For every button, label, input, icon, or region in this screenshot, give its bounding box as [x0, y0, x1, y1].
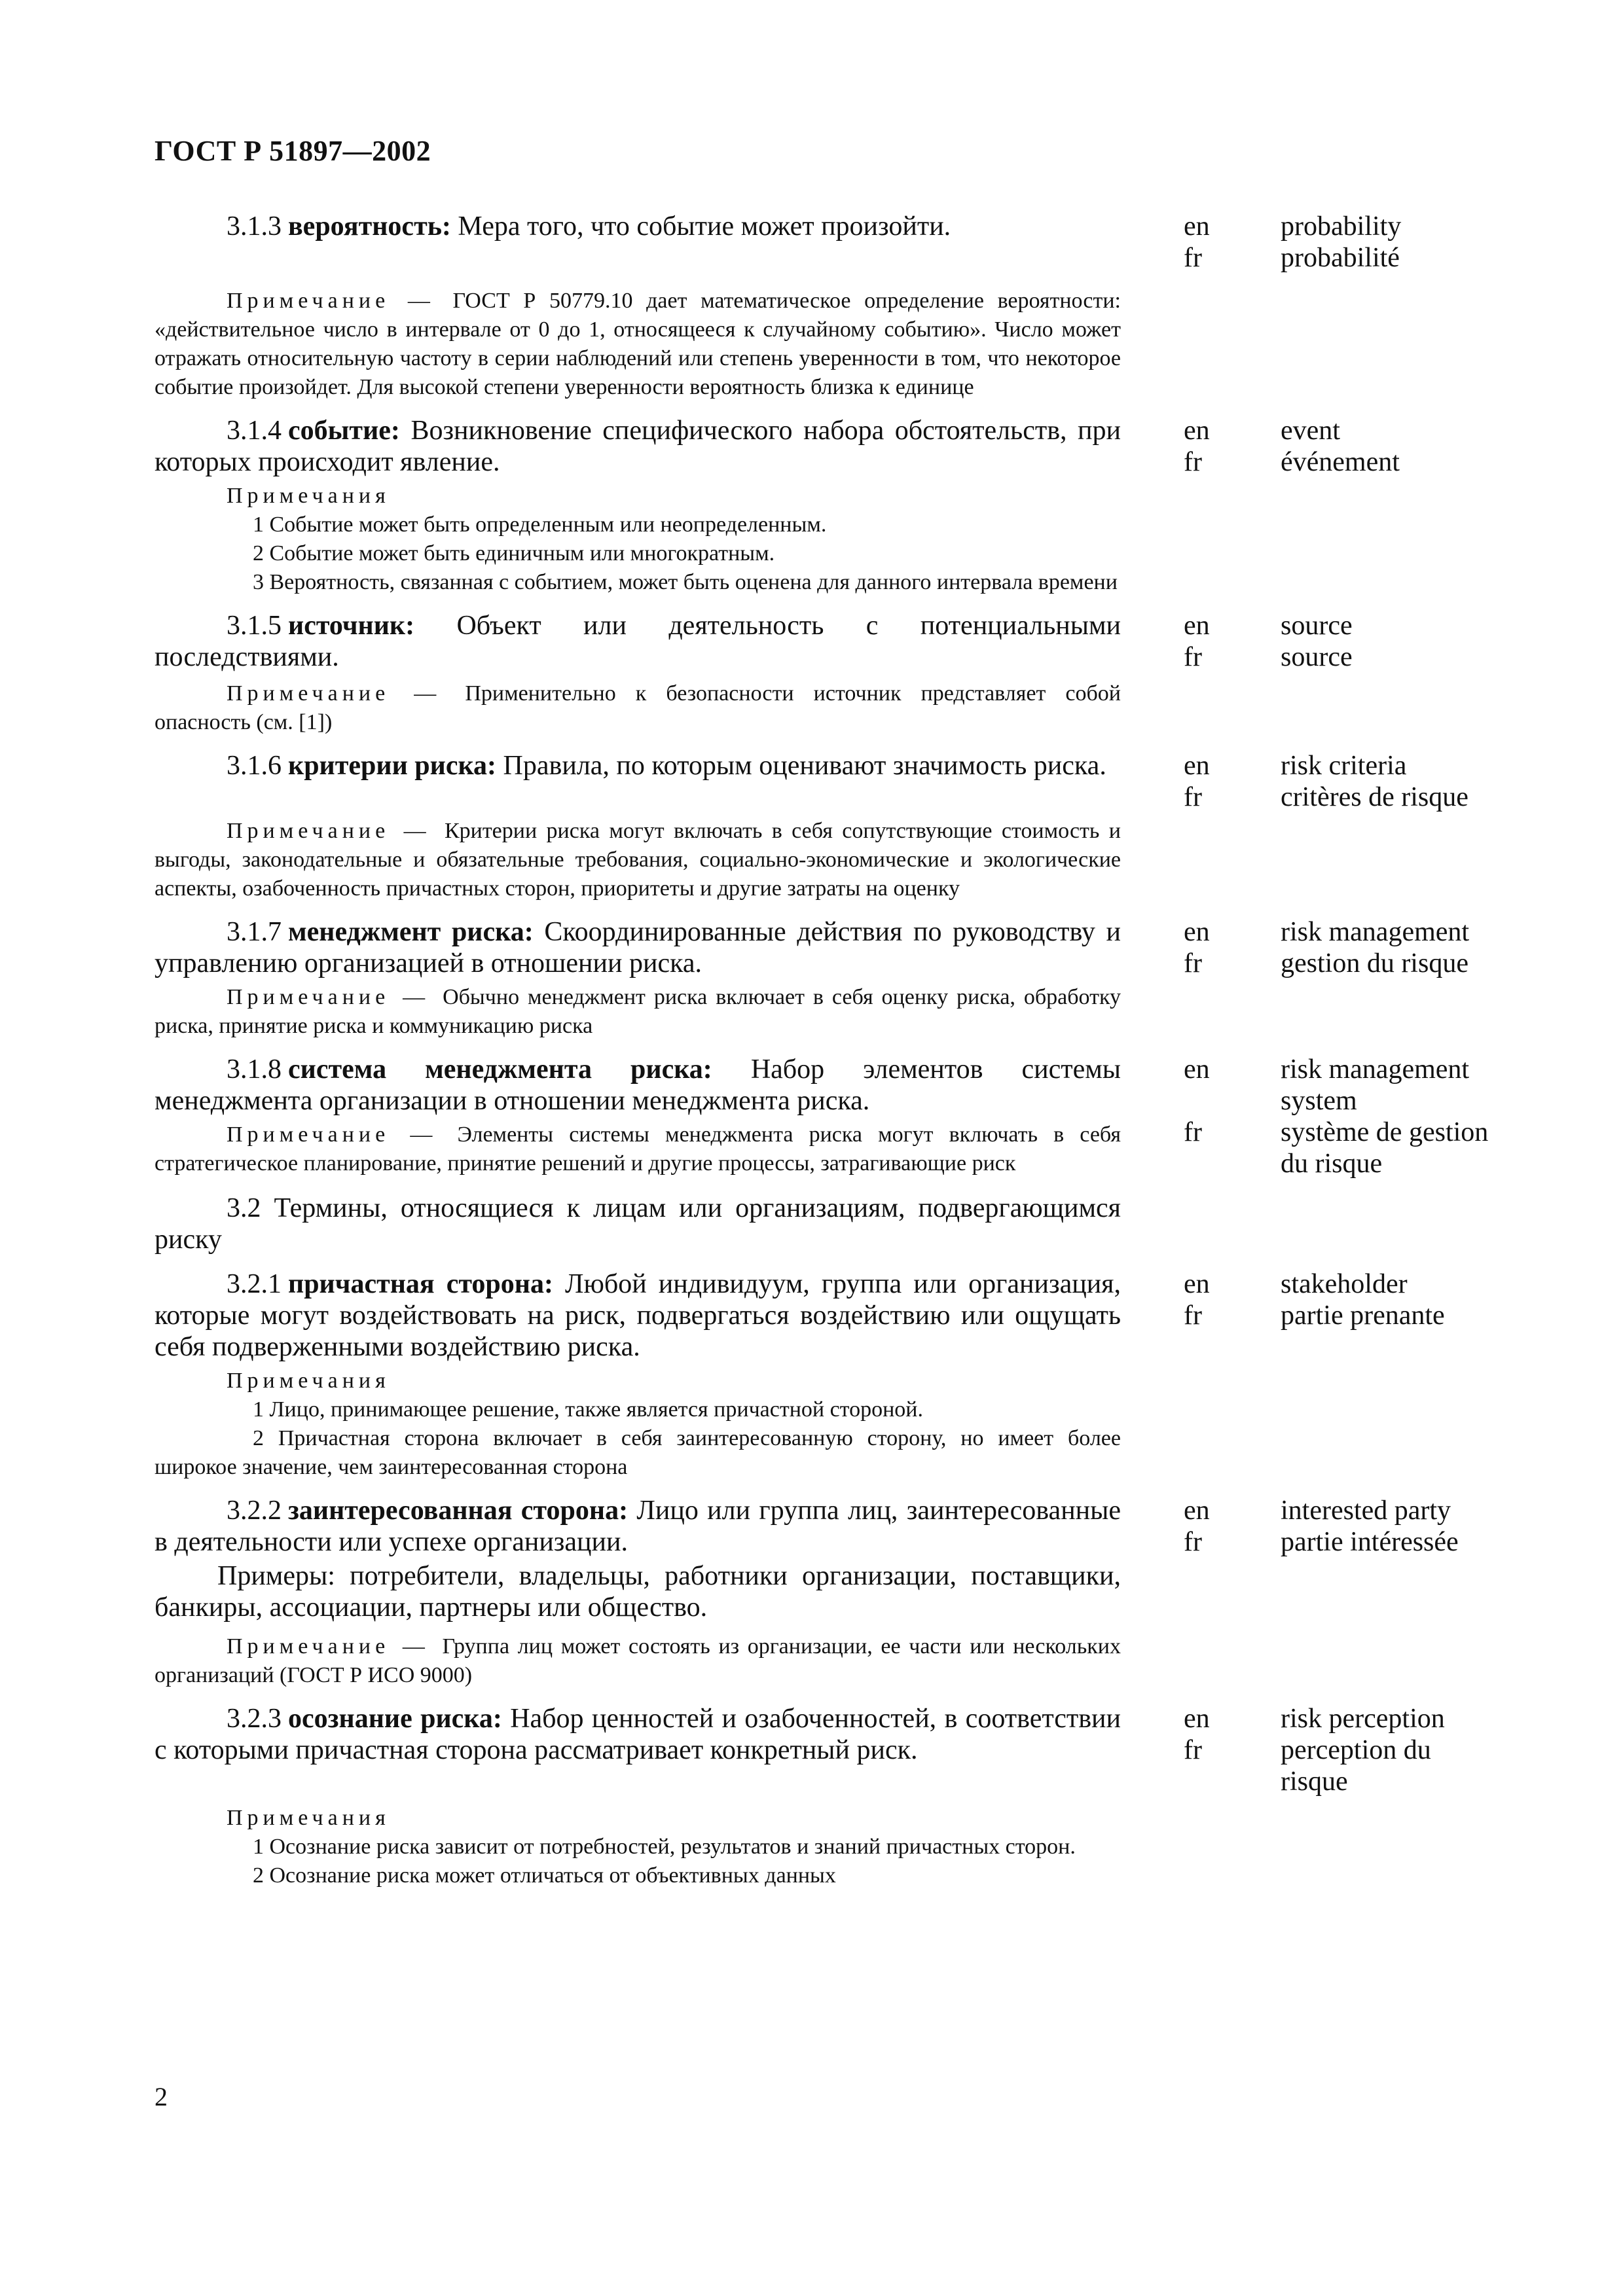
term-name: осознание риска:: [288, 1704, 502, 1734]
term-fr: partie intéressée: [1281, 1527, 1459, 1557]
note-item: 2 Осознание риска может отличаться от объективных данных: [253, 1863, 836, 1888]
term-definition: 3.1.7 менеджмент риска: Скоординированные действия по руководству и управлению организацией в отношении риска.: [155, 917, 1122, 978]
section-heading: 3.2 Термины, относящиеся к лицам или организациям, подвергающимся риску: [155, 1193, 1121, 1255]
term-translations: en fr risk criteria critères de risque: [1184, 750, 1503, 813]
term-fr: gestion du risque: [1281, 948, 1468, 978]
term-translations: en fr probability probabilité: [1184, 211, 1503, 274]
term-note: Примечание — Обычно менеджмент риска включает в себя оценку риска, обработку риска, принятие риска и коммуникацию риска: [155, 985, 1121, 1038]
term-translations: en fr risk perception perception du risque: [1184, 1703, 1503, 1797]
notes-heading: Примечания: [227, 484, 390, 508]
term-definition: 3.1.8 система менеджмента риска: Набор элементов системы менеджмента организации в отношении менеджмента риска.: [155, 1054, 1122, 1116]
term-name: заинтересованная сторона:: [288, 1496, 629, 1526]
term-entry-3-1-8: [155, 1054, 1503, 1179]
term-translations: en fr event événement: [1184, 415, 1503, 478]
term-definition: 3.1.4 событие: Возникновение специфического набора обстоятельств, при которых происходит явление.: [155, 416, 1122, 477]
document-header: ГОСТ Р 51897—2002: [155, 135, 431, 167]
document-body: [155, 211, 1503, 1890]
term-en: risk management system: [1281, 1054, 1470, 1116]
term-entry-3-1-6: [155, 750, 1503, 813]
term-en: risk perception: [1281, 1704, 1445, 1734]
term-name: вероятность:: [288, 211, 451, 242]
term-en: event: [1281, 416, 1340, 446]
term-translations: en fr source source: [1184, 610, 1503, 673]
term-en: source: [1281, 611, 1353, 641]
term-note: Примечание — Элементы системы менеджмента риска могут включать в себя стратегическое планирование, принятие решений и другие процессы, затрагивающие риск: [155, 1122, 1121, 1175]
note-item: 1 Осознание риска зависит от потребностей, результатов и знаний причастных сторон.: [253, 1835, 1076, 1859]
term-entry-3-2-3: [155, 1703, 1503, 1797]
note-item: 3 Вероятность, связанная с событием, может быть оценена для данного интервала времени: [253, 570, 1118, 594]
term-name: менеджмент риска:: [288, 917, 534, 947]
term-note: Примечание — Группа лиц может состоять из организации, ее части или нескольких организаций (ГОСТ Р ИСО 9000): [155, 1634, 1121, 1687]
term-definition: 3.1.3 вероятность: Мера того, что событие может произойти.: [227, 211, 951, 242]
term-en: risk criteria: [1281, 751, 1407, 781]
term-definition: 3.2.1 причастная сторона: Любой индивидуум, группа или организация, которые могут воздействовать на риск, подвергаться воздействию или ощущать себя подверженными воздействию риска.: [155, 1269, 1121, 1362]
term-translations: en fr risk management system système de gestion du risque: [1184, 1054, 1503, 1179]
term-note: Примечание — Критерии риска могут включать в себя сопутствующие стоимость и выгоды, законодательные и обязательные требования, социально-экономические и экологические аспекты, озабоченность причастных сторон, приоритеты и другие затраты на оценку: [155, 819, 1121, 901]
term-en: risk management: [1281, 917, 1470, 947]
note-item: 1 Лицо, принимающее решение, также является причастной стороной.: [253, 1397, 923, 1422]
term-note: Примечание — Применительно к безопасности источник представляет собой опасность (см. [1]): [155, 681, 1121, 734]
term-translations: en fr interested party partie intéressée: [1184, 1495, 1503, 1558]
term-definition: 3.1.6 критерии риска: Правила, по которым оценивают значимость риска.: [227, 751, 1106, 781]
term-entry-3-1-5: [155, 610, 1503, 673]
term-entry-3-1-4: [155, 415, 1503, 478]
term-entry-3-1-3: [155, 211, 1503, 274]
term-fr: critères de risque: [1281, 782, 1468, 812]
term-name: система менеджмента риска:: [288, 1054, 712, 1085]
term-definition: 3.2.3 осознание риска: Набор ценностей и озабоченностей, в соответствии с которыми причастная сторона рассматривает конкретный риск.: [155, 1704, 1122, 1765]
page-number: 2: [155, 2082, 168, 2111]
term-name: причастная сторона:: [288, 1269, 553, 1299]
note-item: 1 Событие может быть определенным или неопределенным.: [253, 512, 827, 537]
term-entry-3-1-7: [155, 916, 1503, 979]
notes-heading: Примечания: [227, 1369, 390, 1393]
term-translations: en fr risk management gestion du risque: [1184, 916, 1503, 979]
term-fr: système de gestion du risque: [1281, 1117, 1489, 1179]
term-name: критерии риска:: [288, 751, 497, 781]
notes-heading: Примечания: [227, 1806, 390, 1830]
term-en: probability: [1281, 211, 1402, 242]
term-entry-3-2-2: [155, 1495, 1503, 1558]
term-en: stakeholder: [1281, 1269, 1408, 1299]
term-note: Примечание — ГОСТ Р 50779.10 дает математическое определение вероятности: «действительное число в интервале от 0 до 1, относящееся к случайному событию». Число может отражать относительную частоту в серии наблюдений или степень уверенности в том, что некоторое событие произойдет. Для высокой степени уверенности вероятность близка к единице: [155, 289, 1121, 399]
note-item: 2 Событие может быть единичным или многократным.: [253, 541, 775, 565]
term-definition: 3.2.2 заинтересованная сторона: Лицо или группа лиц, заинтересованные в деятельности или успехе организации.: [155, 1496, 1122, 1557]
term-entry-3-2-1: [155, 1268, 1503, 1363]
term-name: событие:: [288, 416, 400, 446]
term-examples: Примеры: потребители, владельцы, работники организации, поставщики, банкиры, ассоциации, партнеры или общество.: [155, 1561, 1121, 1623]
term-en: interested party: [1281, 1496, 1451, 1526]
note-item: 2 Причастная сторона включает в себя заинтересованную сторону, но имеет более широкое значение, чем заинтересованная сторона: [155, 1426, 1121, 1479]
term-fr: partie prenante: [1281, 1300, 1445, 1331]
term-fr: source: [1281, 642, 1353, 672]
term-fr: perception du risque: [1281, 1735, 1431, 1797]
term-name: источник:: [288, 611, 415, 641]
term-translations: en fr stakeholder partie prenante: [1184, 1268, 1503, 1331]
term-fr: événement: [1281, 447, 1400, 477]
term-definition: 3.1.5 источник: Объект или деятельность с потенциальными последствиями.: [155, 611, 1122, 672]
term-fr: probabilité: [1281, 243, 1400, 273]
